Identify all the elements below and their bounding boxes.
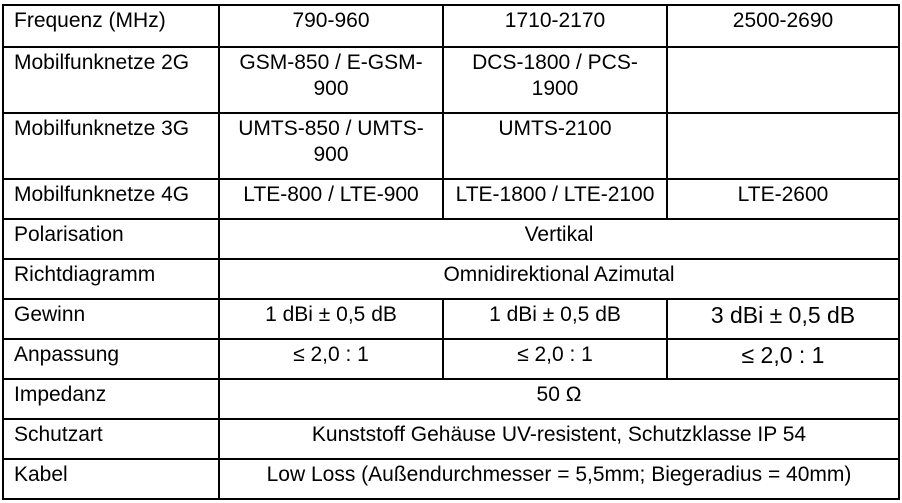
table-row-richtdiagramm bbox=[3, 259, 899, 299]
row-label-polarisation: Polarisation bbox=[3, 219, 219, 259]
row-label-4g: Mobilfunknetze 4G bbox=[3, 179, 219, 219]
cell-kabel: Low Loss (Außendurchmesser = 5,5mm; Biegeradius = 40mm) bbox=[219, 459, 899, 499]
cell-schutzart: Kunststoff Gehäuse UV-resistent, Schutzklasse IP 54 bbox=[219, 419, 899, 459]
table-row-schutzart bbox=[3, 419, 899, 459]
cell-richtdiagramm: Omnidirektional Azimutal bbox=[219, 259, 899, 299]
row-label-gewinn: Gewinn bbox=[3, 299, 219, 339]
cell-gewinn-band1: 1 dBi ± 0,5 dB bbox=[219, 299, 443, 339]
row-label-2g: Mobilfunknetze 2G bbox=[3, 47, 219, 113]
cell-4g-band3: LTE-2600 bbox=[667, 179, 899, 219]
cell-3g-band1: UMTS-850 / UMTS-900 bbox=[219, 113, 443, 179]
table-row-kabel bbox=[3, 459, 899, 499]
row-label-kabel: Kabel bbox=[3, 459, 219, 499]
cell-4g-band1: LTE-800 / LTE-900 bbox=[219, 179, 443, 219]
band-header-2: 1710-2170 bbox=[443, 5, 667, 47]
cell-polarisation: Vertikal bbox=[219, 219, 899, 259]
cell-3g-band2: UMTS-2100 bbox=[443, 113, 667, 179]
cell-2g-band2: DCS-1800 / PCS-1900 bbox=[443, 47, 667, 113]
row-label-3g: Mobilfunknetze 3G bbox=[3, 113, 219, 179]
cell-anpassung-band3: ≤ 2,0 : 1 bbox=[667, 339, 899, 379]
row-label-frequency: Frequenz (MHz) bbox=[3, 5, 219, 47]
table-row-4g bbox=[3, 179, 899, 219]
table-row-frequency bbox=[3, 5, 899, 47]
table-row-2g bbox=[3, 47, 899, 113]
cell-3g-band3 bbox=[667, 113, 899, 179]
cell-anpassung-band2: ≤ 2,0 : 1 bbox=[443, 339, 667, 379]
row-label-richtdiagramm: Richtdiagramm bbox=[3, 259, 219, 299]
cell-impedanz: 50 Ω bbox=[219, 379, 899, 419]
cell-4g-band2: LTE-1800 / LTE-2100 bbox=[443, 179, 667, 219]
table-row-gewinn bbox=[3, 299, 899, 339]
cell-gewinn-band3: 3 dBi ± 0,5 dB bbox=[667, 299, 899, 339]
table-row-polarisation bbox=[3, 219, 899, 259]
cell-anpassung-band1: ≤ 2,0 : 1 bbox=[219, 339, 443, 379]
band-header-1: 790-960 bbox=[219, 5, 443, 47]
table-row-impedanz bbox=[3, 379, 899, 419]
cell-gewinn-band2: 1 dBi ± 0,5 dB bbox=[443, 299, 667, 339]
band-header-3: 2500-2690 bbox=[667, 5, 899, 47]
row-label-anpassung: Anpassung bbox=[3, 339, 219, 379]
cell-2g-band1: GSM-850 / E-GSM-900 bbox=[219, 47, 443, 113]
row-label-schutzart: Schutzart bbox=[3, 419, 219, 459]
table-row-anpassung bbox=[3, 339, 899, 379]
spec-table bbox=[2, 4, 900, 500]
row-label-impedanz: Impedanz bbox=[3, 379, 219, 419]
cell-2g-band3 bbox=[667, 47, 899, 113]
table-row-3g bbox=[3, 113, 899, 179]
